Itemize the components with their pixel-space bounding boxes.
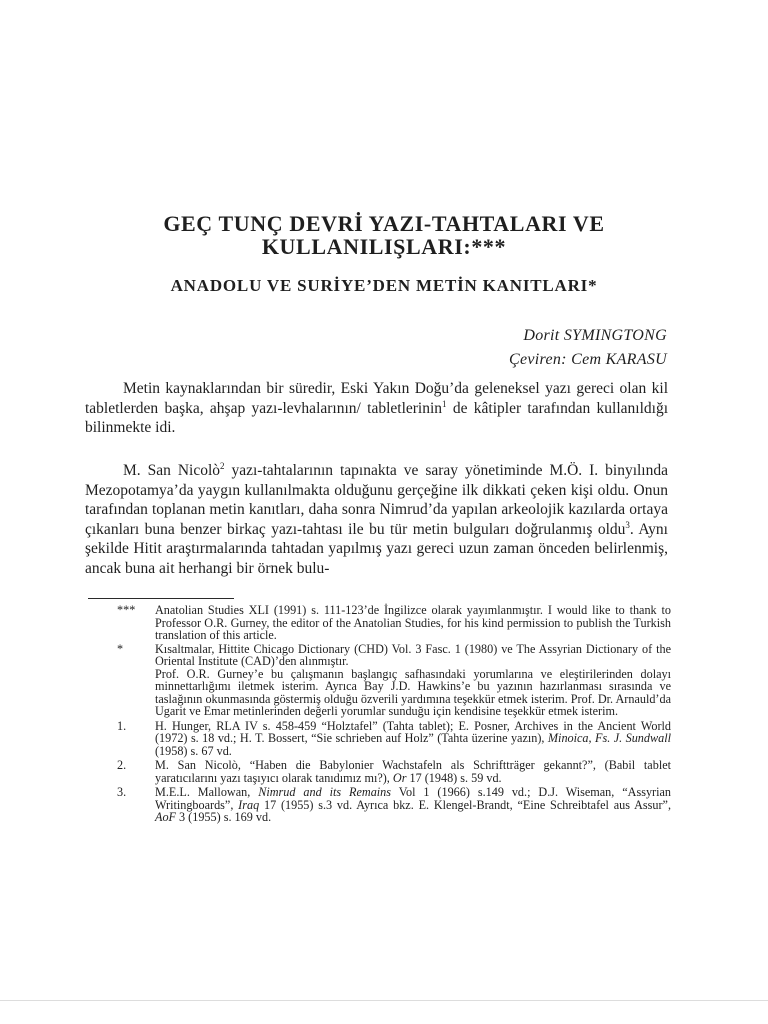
footnote-text: Anatolian Studies XLI (1991) s. 111-123’de İngilizce olarak yayımlanmıştır. I would like to thank to Professor O.R. Gurney, the editor of the Anatolian Studies, for his kind permission to publish the Turkish translation of this article.	[155, 603, 671, 642]
footnote-text-part: (1958) s. 67 vd.	[155, 743, 232, 758]
footnote-italic-title: Minoica, Fs. J. Sundwall	[547, 731, 671, 745]
footnote-ref-3: 3	[625, 519, 630, 530]
footnote-text: Prof. O.R. Gurney’e bu çalışmanın başlangıç safhasındaki yorumlarına ve eleştirilerinden dolayı minnettarlığımı iletmek isterim. Ayrıca Bay J.D. Hawkins’e bu yazının hazırlanması sırasında ve taslağının okunmasında göstermiş olduğu özverili yardımına teşekkür etmek isterim. Prof. Dr. Arnauld’da Ugarit ve Emar metinlerinden değerli yorumlar sunduğu için kendisine teşekkür etmek isterim.	[155, 666, 671, 718]
footnote-text-part: M.E.L. Mallowan,	[155, 785, 259, 799]
footnote-mark: 3.	[117, 785, 127, 799]
footnote-2	[117, 759, 671, 784]
footnote-italic-title: Nimrud and its Remains	[258, 785, 392, 799]
footnote-triple-asterisk	[117, 604, 671, 642]
footnote-text-part: 3 (1955) s. 169 vd.	[175, 810, 272, 824]
footnote-text-part: Vol 1 (1966) s.149 vd.; D.J. Wiseman, “Assyrian Writingboards”,	[155, 785, 671, 812]
paragraph-1-text-b: de kâtipler tarafından kullanıldığı bilinmekte idi.	[85, 399, 669, 436]
footnote-ref-1: 1	[442, 398, 447, 409]
footnote-mark: 2.	[117, 758, 127, 772]
footnote-text-part: H. Hunger, RLA IV s. 458-459 “Holztafel” (Tahta tablet); E. Posner, Archives in the Ancient World (1972) s. 18 vd.; H. T. Bossert, “Sie schrieben auf Holz” (Tahta üzerine yazın),	[155, 718, 671, 745]
footnotes	[117, 604, 671, 825]
body-paragraph-2	[85, 461, 668, 578]
footnote-mark: 1.	[117, 718, 127, 733]
author-name: Dorit SYMINGTONG	[523, 327, 667, 344]
footnote-italic-title: Or	[392, 770, 407, 785]
article-subtitle: ANADOLU VE SURİYE’DEN METİN KANITLARI*	[170, 276, 598, 295]
footnote-text	[155, 786, 671, 824]
footnote-italic-title: Iraq	[238, 797, 260, 812]
page-edge-line	[0, 1000, 768, 1001]
article-title	[80, 212, 688, 258]
paragraph-2-text-c: . Aynı şekilde Hitit araştırmalarında tahtadan yapılmış yazı gereci uzun zaman önceden belirlenmiş, ancak buna ait herhangi bir örnek bulu-	[85, 520, 668, 577]
footnote-text	[155, 759, 671, 784]
footnote-text-part: 17 (1948) s. 59 vd.	[406, 770, 502, 785]
paragraph-1-text-a: Metin kaynaklarından bir süredir, Eski Yakın Doğu’da geleneksel yazı gereci olan kil tabletlerden başka, ahşap yazı-levhalarının/ tabletlerinin	[85, 380, 668, 417]
footnote-1	[117, 720, 671, 758]
footnote-ref-2: 2	[220, 460, 225, 471]
paragraph-2-text-a: M. San Nicolò	[123, 462, 221, 479]
footnote-3	[117, 786, 671, 824]
footnote-mark: *	[117, 641, 124, 656]
body-paragraph-1	[85, 379, 668, 438]
footnote-text	[155, 720, 671, 758]
footnote-text: Kısaltmalar, Hittite Chicago Dictionary (CHD) Vol. 3 Fasc. 1 (1980) ve The Assyrian Dictionary of the Oriental Institute (CAD)’den alınmıştır.	[155, 641, 671, 668]
footnote-mark: ***	[117, 603, 136, 617]
paragraph-2-text-b: yazı-tahtalarının tapınakta ve saray yönetiminde M.Ö. I. binyılında Mezopotamya’da yaygın kullanılmakta olduğunu gerçeğine ilk dikkati çeken kişi oldu. Onun tarafından toplanan metin kanıtları, daha sonra Nimrud’da yapılan arkeolojik kazılarda ortaya çıkanları buna benzer birkaç yazı-tahtası ile bu tür metin bulguları doğrulanmış oldu	[85, 462, 668, 538]
title-line-2: KULLANILIŞLARI:***	[261, 234, 507, 259]
footnote-text-part: 17 (1955) s.3 vd. Ayrıca bkz. E. Klengel-Brandt, “Eine Schreibtafel aus Assur”,	[259, 797, 671, 812]
footnote-italic-title: AoF	[155, 810, 176, 824]
footnote-asterisk	[117, 643, 671, 718]
footnote-separator	[88, 598, 234, 599]
translator-name: Çeviren: Cem KARASU	[509, 351, 667, 368]
footnote-text-part: M. San Nicolò, “Haben die Babylonier Wachstafeln als Schriftträger gekannt?”, (Babil tablet yaratıcılarını yazı taşıyıcı olarak tanıdımız mı?),	[155, 758, 671, 785]
title-line-1: GEÇ TUNÇ DEVRİ YAZI-TAHTALARI VE	[163, 211, 605, 236]
